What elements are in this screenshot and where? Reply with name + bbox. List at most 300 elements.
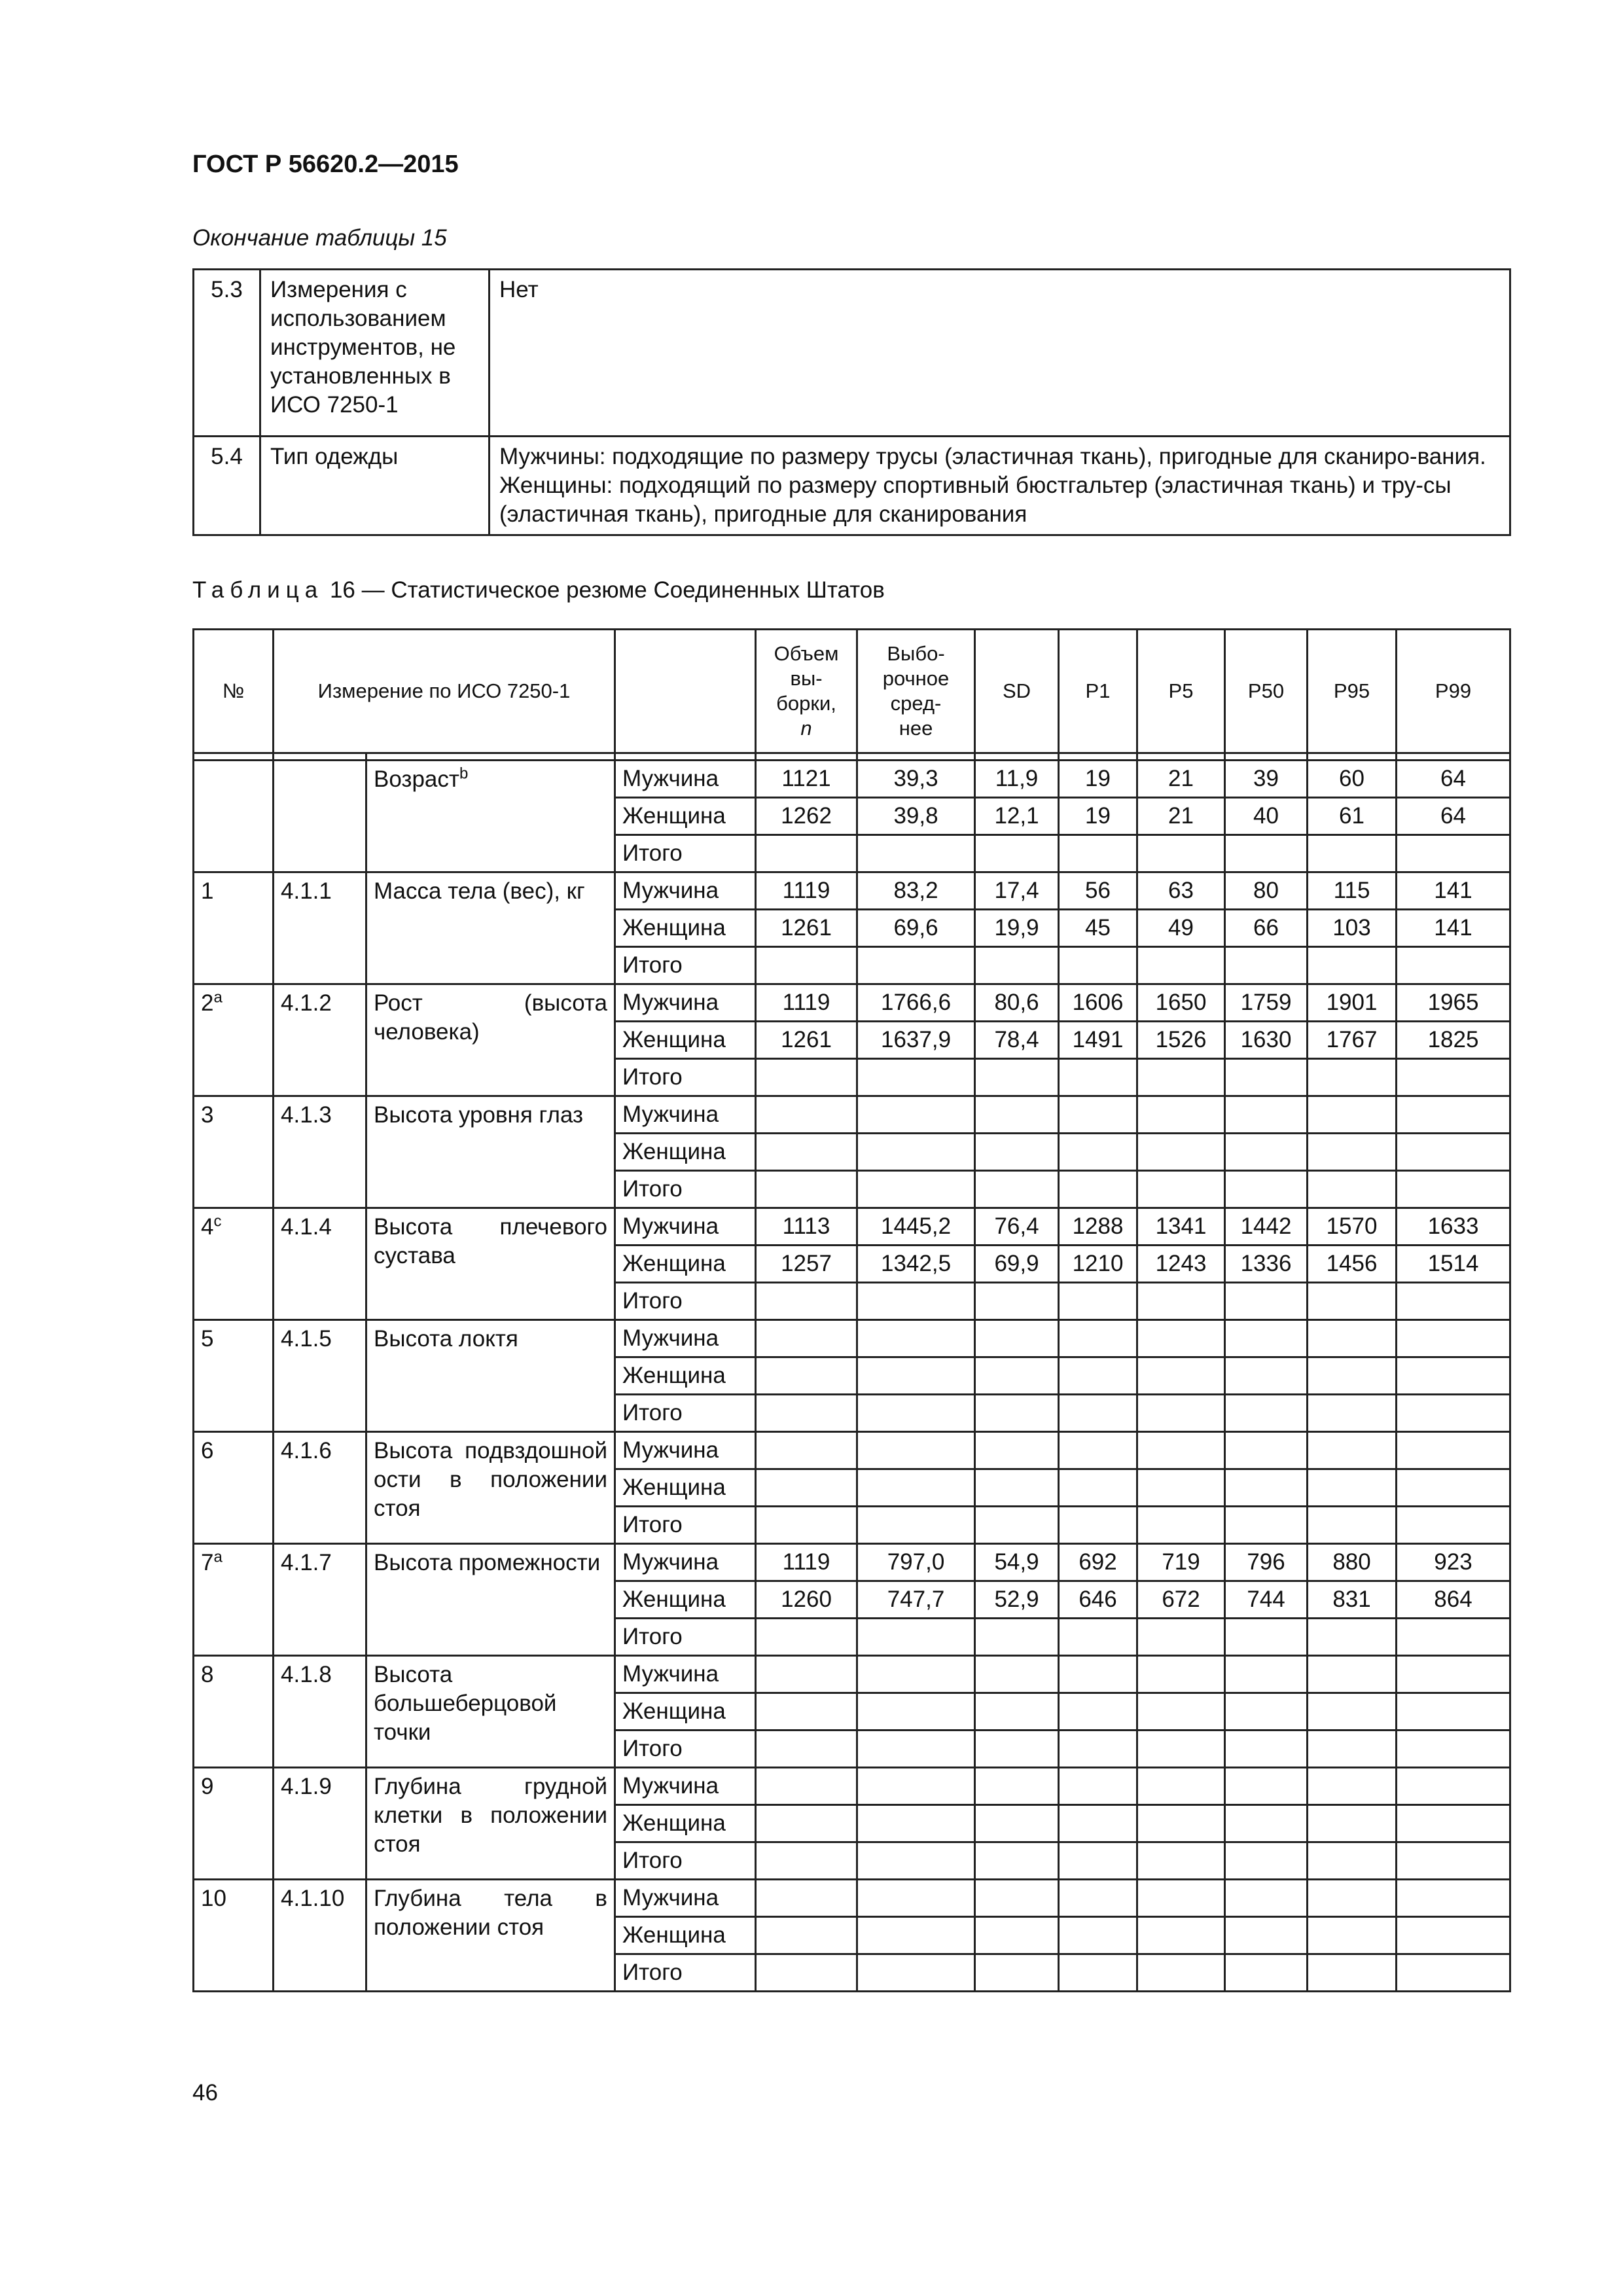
value-mean [857, 1768, 975, 1805]
value-n [756, 1917, 857, 1954]
table-row [194, 984, 1510, 1022]
value-p99 [1397, 1059, 1510, 1096]
sex-label: Мужчина [615, 1880, 756, 1917]
value-mean [857, 1357, 975, 1395]
measurement-name [366, 872, 615, 984]
value-p99 [1397, 1395, 1510, 1432]
value-sd [975, 1805, 1059, 1842]
value-p1 [1059, 1805, 1137, 1842]
value-p1: 19 [1059, 761, 1137, 798]
value-p1 [1059, 947, 1137, 984]
value-n: 1262 [756, 798, 857, 835]
section-item: Тип одежды [260, 437, 490, 535]
measurement-name [366, 761, 615, 872]
value-sd [975, 1693, 1059, 1731]
header-mean-line: Выбо- [887, 642, 945, 665]
section-value [490, 437, 1510, 535]
measurement-name [366, 1320, 615, 1432]
value-p95: 103 [1308, 910, 1397, 947]
value-p1 [1059, 1507, 1137, 1544]
sex-label: Итого [615, 1619, 756, 1656]
value-n: 1261 [756, 1022, 857, 1059]
iso-clause: 4.1.1 [274, 872, 366, 984]
header-sex [615, 630, 756, 753]
value-p99 [1397, 835, 1510, 872]
value-p99: 1514 [1397, 1246, 1510, 1283]
value-p95 [1308, 1507, 1397, 1544]
iso-clause: 4.1.8 [274, 1656, 366, 1768]
value-mean: 69,6 [857, 910, 975, 947]
measurement-label: Глубина тела в положении стоя [374, 1886, 608, 1940]
value-p50: 39 [1225, 761, 1308, 798]
page-number: 46 [192, 2080, 218, 2106]
sex-label: Итого [615, 1395, 756, 1432]
value-p95 [1308, 1469, 1397, 1507]
value-p1 [1059, 1731, 1137, 1768]
value-mean [857, 1842, 975, 1880]
value-mean [857, 1171, 975, 1208]
value-p1 [1059, 1171, 1137, 1208]
value-sd [975, 1731, 1059, 1768]
table-row [194, 872, 1510, 910]
value-p95: 831 [1308, 1581, 1397, 1619]
sex-label: Мужчина [615, 1544, 756, 1581]
value-p1 [1059, 1320, 1137, 1357]
section-value [490, 270, 1510, 437]
value-p50: 1442 [1225, 1208, 1308, 1246]
table-16-caption-title: 16 — Статистическое резюме Соединенных Штатов [329, 577, 885, 603]
value-p1 [1059, 1619, 1137, 1656]
value-p95 [1308, 1805, 1397, 1842]
value-p95 [1308, 1768, 1397, 1805]
value-p5 [1137, 1469, 1225, 1507]
value-p50: 744 [1225, 1581, 1308, 1619]
value-p99: 64 [1397, 798, 1510, 835]
value-p50 [1225, 1283, 1308, 1320]
value-p50: 40 [1225, 798, 1308, 835]
measurement-label: Высота большеберцовой точки [374, 1662, 557, 1745]
value-n [756, 1395, 857, 1432]
value-p50 [1225, 1134, 1308, 1171]
table-row [194, 270, 1510, 437]
row-number-value: 3 [201, 1102, 214, 1128]
value-sd: 17,4 [975, 872, 1059, 910]
value-sd [975, 1507, 1059, 1544]
sex-label: Итого [615, 1507, 756, 1544]
value-p99 [1397, 1656, 1510, 1693]
value-sd: 80,6 [975, 984, 1059, 1022]
value-mean [857, 1619, 975, 1656]
row-number [194, 1208, 274, 1320]
header-no: № [194, 630, 274, 753]
value-p99 [1397, 1954, 1510, 1992]
value-p95 [1308, 1432, 1397, 1469]
value-p50 [1225, 1096, 1308, 1134]
header-p50: P50 [1225, 630, 1308, 753]
sex-label: Мужчина [615, 1096, 756, 1134]
sex-label: Женщина [615, 1917, 756, 1954]
value-p50 [1225, 1432, 1308, 1469]
sex-label: Итого [615, 1731, 756, 1768]
value-n [756, 1096, 857, 1134]
value-p5 [1137, 1656, 1225, 1693]
value-p5 [1137, 1283, 1225, 1320]
section-number: 5.4 [194, 437, 260, 535]
sex-label: Мужчина [615, 761, 756, 798]
value-mean [857, 1395, 975, 1432]
row-number-value: 10 [201, 1886, 226, 1911]
measurement-name [366, 1208, 615, 1320]
value-p1 [1059, 1059, 1137, 1096]
value-p5: 21 [1137, 798, 1225, 835]
sex-label: Мужчина [615, 984, 756, 1022]
iso-clause [274, 761, 366, 872]
table-16-caption-word: Таблица [192, 577, 324, 603]
value-p1 [1059, 1954, 1137, 1992]
value-mean: 747,7 [857, 1581, 975, 1619]
sex-label: Мужчина [615, 1656, 756, 1693]
value-p1 [1059, 835, 1137, 872]
table-row [194, 1880, 1510, 1917]
row-number-value: 7 [201, 1550, 214, 1575]
sex-label: Женщина [615, 1246, 756, 1283]
value-mean [857, 1693, 975, 1731]
value-mean: 39,3 [857, 761, 975, 798]
value-p99 [1397, 1731, 1510, 1768]
value-sd: 11,9 [975, 761, 1059, 798]
value-p99 [1397, 1619, 1510, 1656]
value-p50 [1225, 1320, 1308, 1357]
value-p1 [1059, 1656, 1137, 1693]
value-p1: 19 [1059, 798, 1137, 835]
value-p5: 1650 [1137, 984, 1225, 1022]
sex-label: Женщина [615, 1581, 756, 1619]
value-n: 1119 [756, 1544, 857, 1581]
section-value-line: Мужчины: подходящие по размеру трусы (эластичная ткань), пригодные для сканиро-вания. [499, 444, 1486, 469]
table-row [194, 1432, 1510, 1469]
value-sd [975, 1320, 1059, 1357]
value-p5 [1137, 1619, 1225, 1656]
value-sd [975, 1171, 1059, 1208]
table-row [194, 1656, 1510, 1693]
value-p50 [1225, 1805, 1308, 1842]
value-p95: 60 [1308, 761, 1397, 798]
value-p50 [1225, 1507, 1308, 1544]
footnote-mark: а [213, 988, 223, 1007]
table-16 [192, 628, 1511, 1992]
footnote-mark: b [459, 764, 469, 783]
value-p5: 1526 [1137, 1022, 1225, 1059]
row-number [194, 1544, 274, 1656]
measurement-label: Возраст [374, 766, 459, 792]
measurement-label: Высота локтя [374, 1326, 518, 1352]
value-p5 [1137, 1917, 1225, 1954]
value-p99: 1965 [1397, 984, 1510, 1022]
value-p5 [1137, 1432, 1225, 1469]
value-p95: 61 [1308, 798, 1397, 835]
section-value-line: Нет [499, 277, 539, 302]
iso-clause: 4.1.7 [274, 1544, 366, 1656]
header-n [756, 630, 857, 753]
value-p95 [1308, 1395, 1397, 1432]
sex-label: Мужчина [615, 1208, 756, 1246]
value-p5 [1137, 1805, 1225, 1842]
value-p1: 1210 [1059, 1246, 1137, 1283]
value-p95 [1308, 947, 1397, 984]
row-number [194, 872, 274, 984]
value-p99 [1397, 1917, 1510, 1954]
value-p5 [1137, 1096, 1225, 1134]
value-p95 [1308, 1731, 1397, 1768]
value-p5: 672 [1137, 1581, 1225, 1619]
value-p1 [1059, 1693, 1137, 1731]
measurement-label: Высота плечевого сустава [374, 1214, 608, 1268]
sex-label: Женщина [615, 1693, 756, 1731]
value-p5 [1137, 1320, 1225, 1357]
table-row [194, 761, 1510, 798]
value-sd: 54,9 [975, 1544, 1059, 1581]
value-sd [975, 1917, 1059, 1954]
value-mean [857, 1917, 975, 1954]
value-p50 [1225, 835, 1308, 872]
value-n [756, 1619, 857, 1656]
value-p5 [1137, 1693, 1225, 1731]
value-n: 1261 [756, 910, 857, 947]
value-p50 [1225, 1357, 1308, 1395]
value-p1 [1059, 1880, 1137, 1917]
value-p95 [1308, 1917, 1397, 1954]
value-mean: 1342,5 [857, 1246, 975, 1283]
table-row [194, 1208, 1510, 1246]
value-p99 [1397, 1171, 1510, 1208]
value-p99 [1397, 1432, 1510, 1469]
value-p5 [1137, 1731, 1225, 1768]
value-n [756, 1134, 857, 1171]
header-measurement: Измерение по ИСО 7250-1 [274, 630, 615, 753]
value-sd: 52,9 [975, 1581, 1059, 1619]
iso-clause: 4.1.2 [274, 984, 366, 1096]
value-p5: 63 [1137, 872, 1225, 910]
value-p95 [1308, 835, 1397, 872]
sex-label: Женщина [615, 910, 756, 947]
sex-label: Мужчина [615, 1768, 756, 1805]
table-15-end [192, 268, 1511, 536]
value-p50 [1225, 1880, 1308, 1917]
value-n [756, 1283, 857, 1320]
value-p5 [1137, 1357, 1225, 1395]
value-p95: 880 [1308, 1544, 1397, 1581]
value-p5 [1137, 835, 1225, 872]
measurement-name [366, 1768, 615, 1880]
value-p50: 66 [1225, 910, 1308, 947]
value-sd [975, 1134, 1059, 1171]
value-mean [857, 1731, 975, 1768]
value-p50 [1225, 1842, 1308, 1880]
value-n: 1257 [756, 1246, 857, 1283]
value-mean [857, 1656, 975, 1693]
value-sd [975, 1096, 1059, 1134]
value-p1 [1059, 1768, 1137, 1805]
value-p50 [1225, 1171, 1308, 1208]
value-p99: 864 [1397, 1581, 1510, 1619]
footnote-mark: с [213, 1212, 222, 1230]
value-p1: 1491 [1059, 1022, 1137, 1059]
value-n: 1260 [756, 1581, 857, 1619]
value-p5: 21 [1137, 761, 1225, 798]
sex-label: Мужчина [615, 1320, 756, 1357]
value-p95 [1308, 1283, 1397, 1320]
table-row [194, 1544, 1510, 1581]
value-p50 [1225, 1059, 1308, 1096]
value-p1 [1059, 1432, 1137, 1469]
row-number [194, 984, 274, 1096]
row-number [194, 761, 274, 872]
value-sd [975, 1619, 1059, 1656]
value-p99 [1397, 1283, 1510, 1320]
header-p1: P1 [1059, 630, 1137, 753]
table-row [194, 1768, 1510, 1805]
value-p50: 1630 [1225, 1022, 1308, 1059]
value-mean [857, 1059, 975, 1096]
value-sd [975, 947, 1059, 984]
table-row [194, 437, 1510, 535]
value-p95 [1308, 1954, 1397, 1992]
value-p50 [1225, 1619, 1308, 1656]
value-mean [857, 1096, 975, 1134]
value-p1 [1059, 1395, 1137, 1432]
value-p99 [1397, 1357, 1510, 1395]
value-p5 [1137, 1768, 1225, 1805]
value-p50: 1336 [1225, 1246, 1308, 1283]
value-n [756, 1171, 857, 1208]
value-p5: 49 [1137, 910, 1225, 947]
row-number-value: 4 [201, 1214, 214, 1240]
header-n-line: вы- [790, 667, 823, 690]
value-p99 [1397, 1842, 1510, 1880]
value-sd [975, 835, 1059, 872]
value-sd [975, 1656, 1059, 1693]
value-p5: 1341 [1137, 1208, 1225, 1246]
value-sd: 69,9 [975, 1246, 1059, 1283]
value-p95 [1308, 1134, 1397, 1171]
sex-label: Мужчина [615, 1432, 756, 1469]
section-value-line: Женщины: подходящий по размеру спортивный бюстгальтер (эластичная ткань) и тру-сы (эластичная ткань), пригодные для сканирования [499, 473, 1452, 527]
value-p1 [1059, 1357, 1137, 1395]
value-mean: 1766,6 [857, 984, 975, 1022]
measurement-name [366, 1656, 615, 1768]
row-number-value: 9 [201, 1774, 214, 1799]
table-row [194, 1096, 1510, 1134]
value-p50: 80 [1225, 872, 1308, 910]
value-p50 [1225, 1693, 1308, 1731]
value-p95 [1308, 1171, 1397, 1208]
value-p99: 141 [1397, 910, 1510, 947]
table-16-header-row [194, 630, 1510, 753]
value-sd [975, 1357, 1059, 1395]
header-mean-line: рочное [882, 667, 950, 690]
value-sd: 12,1 [975, 798, 1059, 835]
value-n: 1113 [756, 1208, 857, 1246]
value-n: 1119 [756, 984, 857, 1022]
sex-label: Итого [615, 1283, 756, 1320]
sex-label: Итого [615, 1842, 756, 1880]
value-mean [857, 1880, 975, 1917]
value-p5 [1137, 1954, 1225, 1992]
value-p95: 1570 [1308, 1208, 1397, 1246]
value-mean: 797,0 [857, 1544, 975, 1581]
value-p95 [1308, 1656, 1397, 1693]
value-mean: 83,2 [857, 872, 975, 910]
sex-label: Женщина [615, 798, 756, 835]
value-n [756, 1954, 857, 1992]
value-n [756, 1059, 857, 1096]
value-p50 [1225, 1768, 1308, 1805]
value-p99 [1397, 1507, 1510, 1544]
iso-clause: 4.1.9 [274, 1768, 366, 1880]
row-number-value: 6 [201, 1438, 214, 1463]
sex-label: Женщина [615, 1022, 756, 1059]
value-sd [975, 1059, 1059, 1096]
measurement-name [366, 1880, 615, 1992]
iso-clause: 4.1.10 [274, 1880, 366, 1992]
sex-label: Итого [615, 835, 756, 872]
value-p1: 1288 [1059, 1208, 1137, 1246]
value-mean [857, 1954, 975, 1992]
document-code: ГОСТ Р 56620.2—2015 [192, 151, 459, 178]
value-n [756, 947, 857, 984]
value-p95 [1308, 1619, 1397, 1656]
section-number: 5.3 [194, 270, 260, 437]
row-number [194, 1880, 274, 1992]
row-number-value: 8 [201, 1662, 214, 1687]
value-sd: 78,4 [975, 1022, 1059, 1059]
value-mean: 39,8 [857, 798, 975, 835]
row-number-value: 1 [201, 878, 214, 904]
value-sd [975, 1954, 1059, 1992]
measurement-label: Высота уровня глаз [374, 1102, 584, 1128]
header-p95: P95 [1308, 630, 1397, 753]
value-p95 [1308, 1096, 1397, 1134]
footnote-mark: а [213, 1548, 223, 1566]
table-row [194, 1320, 1510, 1357]
value-p5 [1137, 1134, 1225, 1171]
value-mean [857, 947, 975, 984]
row-number-value: 2 [201, 990, 214, 1016]
value-p1: 56 [1059, 872, 1137, 910]
iso-clause: 4.1.4 [274, 1208, 366, 1320]
value-p95 [1308, 1842, 1397, 1880]
sex-label: Женщина [615, 1469, 756, 1507]
value-p5 [1137, 947, 1225, 984]
value-n [756, 1880, 857, 1917]
value-mean [857, 1134, 975, 1171]
value-p95 [1308, 1320, 1397, 1357]
value-p1: 692 [1059, 1544, 1137, 1581]
value-p50 [1225, 1469, 1308, 1507]
measurement-label: Рост (высота человека) [374, 990, 608, 1045]
header-n-line: Объем [774, 642, 839, 665]
value-mean [857, 1432, 975, 1469]
value-p95 [1308, 1357, 1397, 1395]
value-p99 [1397, 1469, 1510, 1507]
value-mean [857, 835, 975, 872]
value-n [756, 1469, 857, 1507]
value-n [756, 1693, 857, 1731]
value-p95: 1901 [1308, 984, 1397, 1022]
value-p50 [1225, 1656, 1308, 1693]
value-p50 [1225, 1731, 1308, 1768]
measurement-label: Высота промежности [374, 1550, 601, 1575]
